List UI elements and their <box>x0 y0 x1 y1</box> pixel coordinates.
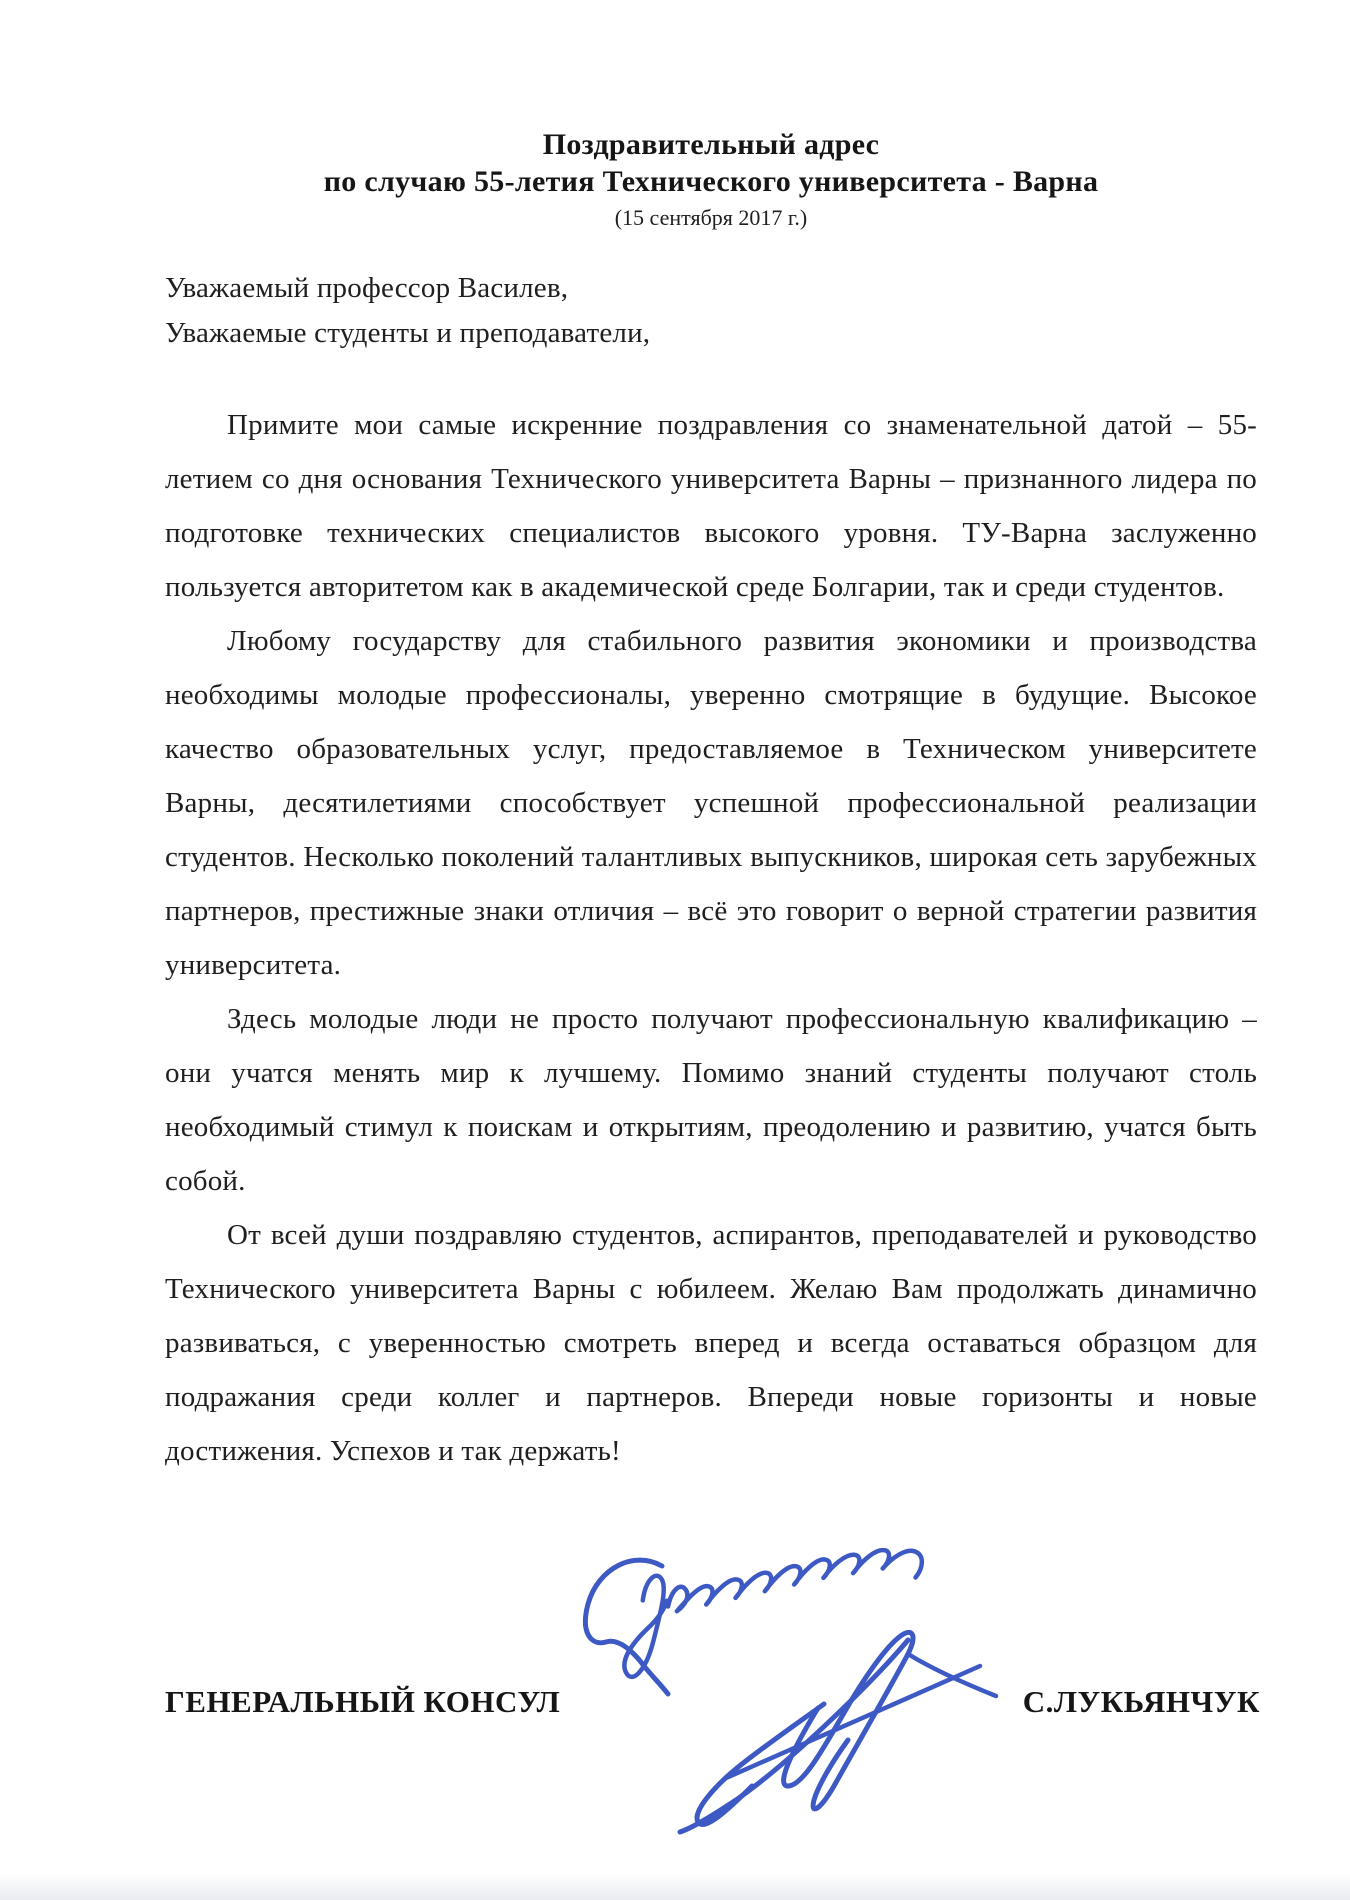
signer-title: ГЕНЕРАЛЬНЫЙ КОНСУЛ <box>165 1684 561 1719</box>
letter-date: (15 сентября 2017 г.) <box>614 205 808 230</box>
cursive-u-stroke <box>611 1575 678 1678</box>
paragraph-3: Здесь молодые люди не просто получают профессиональную квалификацию – они учатся менять мир к лучшему. Помимо знаний студенты получают столь необходимый стимул к поискам и открытиям, преодолению и развитию, учатся быть собой. <box>165 1003 1257 1197</box>
salutation-block <box>165 266 1257 356</box>
letter-title-line2: по случаю 55-летия Технического университета - Варна <box>323 165 1099 198</box>
letter-title-line1: Поздравительный адрес <box>542 128 880 161</box>
paragraph-2: Любому государству для стабильного развития экономики и производства необходимы молодые профессионалы, уверенно смотрящие в будущие. Высокое качество образовательных услуг, предоставляемое в Техническом университете Варны, десятилетиями способствует успешной профессиональной реализации студентов. Несколько поколений талантливых выпускников, широкая сеть зарубежных партнеров, престижные знаки отличия – всё это говорит о верной стратегии развития университета. <box>165 625 1257 981</box>
paragraph-1: Примите мои самые искренние поздравления со знаменательной датой – 55-летием со дня основания Технического университета Варны – признанного лидера по подготовке технических специалистов высокого уровня. ТУ-Варна заслуженно пользуется авторитетом как в академической среде Болгарии, так и среди студентов. <box>165 409 1257 603</box>
salutation-line1: Уважаемый профессор Василев, <box>165 272 569 304</box>
cursive-word-stroke <box>665 1548 925 1616</box>
letter-body <box>165 398 1257 1478</box>
signoff-row <box>165 1684 1260 1720</box>
letter-header <box>165 126 1257 231</box>
signer-name: С.ЛУКЬЯНЧУК <box>1022 1684 1260 1719</box>
paragraph-4: От всей души поздравляю студентов, аспирантов, преподавателей и руководство Технического университета Варны с юбилеем. Желаю Вам продолжать динамично развиваться, с уверенностью смотреть вперед и всегда оставаться образцом для подражания среди коллег и партнеров. Впереди новые горизонты и новые достижения. Успехов и так держать! <box>165 1219 1257 1467</box>
salutation-line2: Уважаемые студенты и преподаватели, <box>165 317 651 349</box>
scan-edge-artifact <box>0 1874 1350 1900</box>
signature-strike-stroke <box>726 1666 980 1778</box>
